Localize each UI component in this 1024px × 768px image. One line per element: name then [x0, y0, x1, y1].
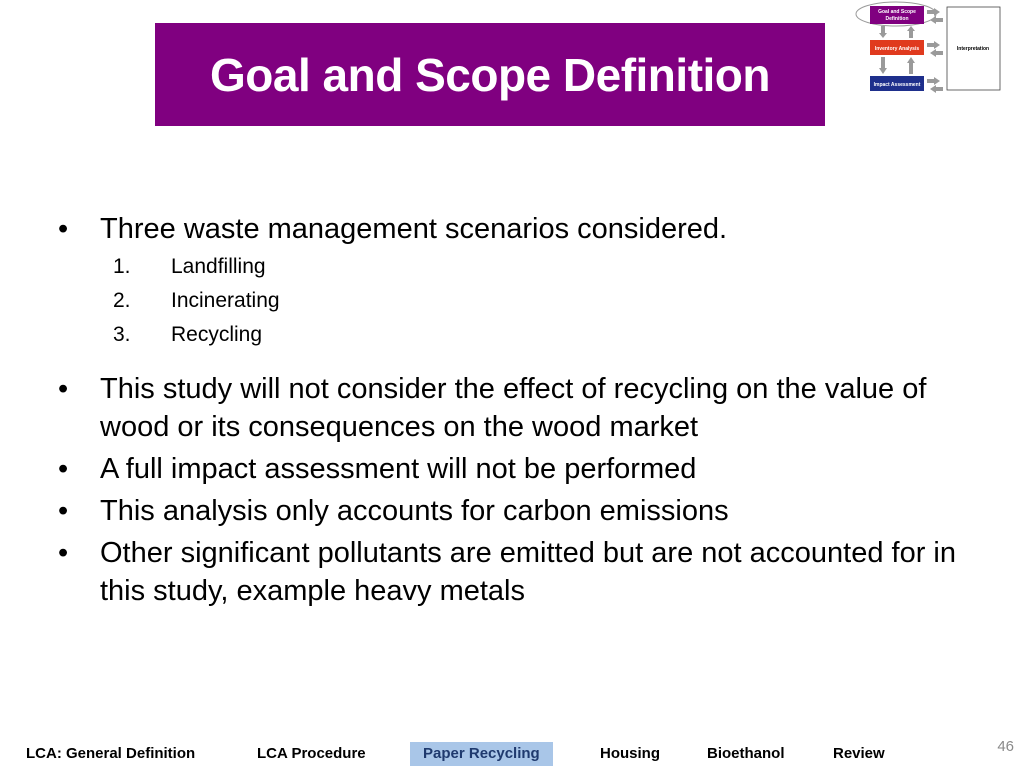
bullet-dot: •	[58, 213, 69, 245]
slide-title: Goal and Scope Definition	[210, 48, 770, 101]
page-number: 46	[997, 738, 1014, 755]
bullet-text: Other significant pollutants are emitted but are not accounted for in this study, example heavy metals	[100, 537, 956, 607]
section-nav-bar	[0, 740, 1024, 768]
impact-label: Impact Assessment	[873, 82, 921, 88]
bullet-dot: •	[58, 373, 69, 405]
bullet-item	[58, 534, 978, 610]
list-item	[58, 318, 978, 352]
nav-lca-general-definition[interactable]: LCA: General Definition	[26, 745, 196, 762]
list-item	[58, 284, 978, 318]
bullet-item	[58, 450, 978, 488]
list-text: Recycling	[171, 323, 263, 346]
slide-body	[58, 210, 978, 610]
list-text: Incinerating	[171, 289, 280, 312]
scenario-list	[58, 250, 978, 352]
list-item	[58, 250, 978, 284]
bullet-text: This analysis only accounts for carbon emissions	[100, 495, 729, 527]
bullet-item	[58, 370, 978, 446]
interpretation-label: Interpretation	[956, 46, 990, 52]
nav-lca-procedure[interactable]: LCA Procedure	[257, 745, 366, 762]
bullet-item	[58, 210, 978, 248]
goal-label-line1: Goal and Scope	[878, 9, 916, 15]
inventory-label: Inventory Analysis	[874, 46, 920, 52]
lca-framework-diagram[interactable]	[840, 0, 1024, 100]
list-number: 1.	[113, 255, 131, 278]
list-text: Landfilling	[171, 255, 266, 278]
nav-bioethanol[interactable]: Bioethanol	[707, 745, 785, 762]
list-number: 2.	[113, 289, 131, 312]
goal-label-line2: Definition	[885, 16, 909, 22]
nav-paper-recycling[interactable]: Paper Recycling	[410, 742, 553, 766]
list-number: 3.	[113, 323, 131, 346]
bullet-dot: •	[58, 495, 69, 527]
bullet-item	[58, 492, 978, 530]
bullet-dot: •	[58, 537, 69, 569]
bullet-dot: •	[58, 453, 69, 485]
nav-housing[interactable]: Housing	[600, 745, 660, 762]
title-banner	[155, 23, 825, 126]
bullet-text: Three waste management scenarios considered.	[100, 213, 728, 245]
bullet-text: This study will not consider the effect of recycling on the value of wood or its consequences on the wood market	[100, 373, 927, 443]
bullet-text: A full impact assessment will not be performed	[100, 453, 697, 485]
nav-review[interactable]: Review	[833, 745, 885, 762]
